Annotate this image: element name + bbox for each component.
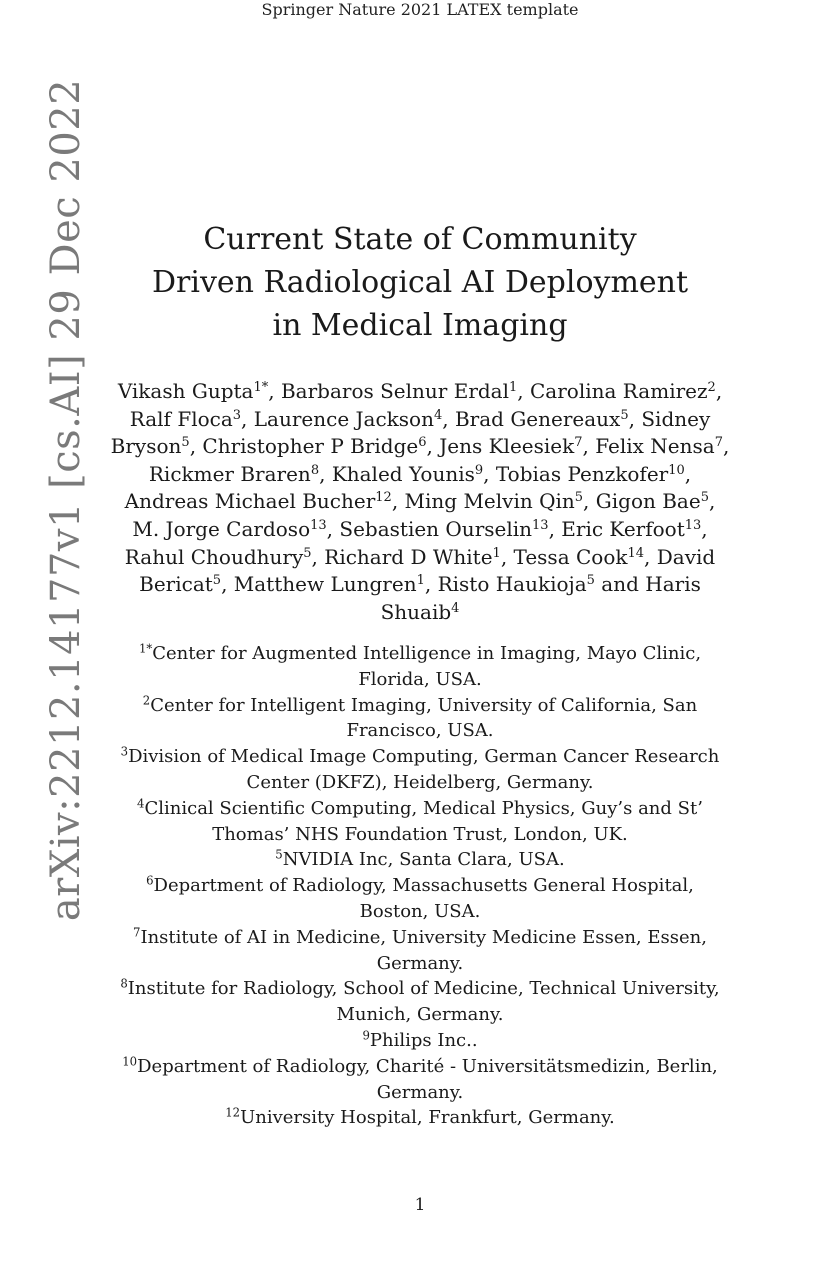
author-name: Eric Kerfoot [561, 516, 685, 541]
author-separator: , [326, 516, 340, 541]
author [595, 434, 723, 458]
author-affiliation-mark: 13 [532, 517, 549, 533]
page-number: 1 [414, 1195, 426, 1215]
author [132, 517, 326, 541]
author-affiliation-mark: 3 [232, 407, 242, 423]
affiliation-item [110, 796, 730, 848]
author-separator: , [391, 489, 405, 514]
author-affiliation-mark: 5 [212, 573, 222, 589]
author-name: Haris Shuaib [380, 572, 701, 624]
author-name: Vikash Gupta [117, 379, 254, 403]
author-affiliation-mark: 7 [574, 435, 583, 451]
author-name: Sidney Bryson [110, 406, 711, 459]
running-header: Springer Nature 2021 LATEX template [261, 0, 579, 19]
author [281, 379, 517, 403]
affiliation-list [110, 641, 730, 1131]
author-affiliation-mark: 1 [509, 379, 518, 395]
author-separator: , [189, 434, 203, 459]
author-affiliation-mark: 12 [375, 490, 392, 506]
author-name: Felix Nensa [595, 434, 715, 459]
affiliation-mark: 6 [146, 873, 154, 888]
author-separator: , [582, 434, 596, 459]
affiliation-text: Center for Augmented Intelligence in Imaging, Mayo Clinic, Florida, USA. [152, 643, 702, 690]
affiliation-text: Philips Inc.. [369, 1029, 478, 1051]
affiliation-text: Division of Medical Image Computing, German Cancer Research Center (DKFZ), Heidelberg, Germany. [128, 746, 720, 793]
author [561, 517, 701, 541]
author [439, 434, 582, 458]
author-affiliation-mark: 5 [620, 407, 629, 423]
author-separator: , [722, 434, 730, 459]
author-separator: , [268, 379, 281, 403]
author [596, 489, 709, 513]
arxiv-identifier: arXiv:2212.14177v1 [cs.AI] 29 Dec 2022 [43, 78, 89, 922]
author-name: Richard D White [324, 544, 493, 569]
author [324, 545, 501, 569]
author-separator: , [483, 461, 496, 486]
affiliation-item [110, 641, 730, 693]
author-separator: , [500, 544, 514, 569]
affiliation-item [110, 1028, 730, 1054]
author-name: M. Jorge Cardoso [132, 516, 311, 541]
author-affiliation-mark: 14 [627, 545, 645, 561]
author-separator: and [594, 572, 646, 597]
author-name: Risto Haukioja [437, 572, 587, 597]
author-name: Ralf Floca [129, 406, 233, 431]
author-affiliation-mark: 4 [451, 600, 460, 616]
author [405, 489, 584, 513]
author-affiliation-mark: 1 [492, 545, 501, 561]
affiliation-mark: 5 [275, 847, 283, 862]
author-name: Barbaros Selnur Erdal [280, 379, 509, 403]
author-affiliation-mark: 5 [303, 545, 312, 561]
affiliation-mark: 9 [362, 1028, 370, 1043]
affiliation-mark: 12 [225, 1105, 241, 1120]
author-name: David Bericat [139, 544, 716, 597]
affiliation-item [110, 744, 730, 796]
affiliation-mark: 4 [137, 796, 145, 811]
author-separator: , [221, 572, 234, 597]
affiliation-text: Institute of AI in Medicine, University Medicine Essen, Essen, Germany. [140, 926, 707, 974]
author-list [110, 378, 730, 626]
author-affiliation-mark: 13 [684, 517, 702, 533]
author [149, 462, 319, 486]
author-name: Laurence Jackson [253, 406, 434, 431]
affiliation-mark: 3 [120, 744, 129, 759]
author-separator: , [708, 489, 716, 514]
author-name: Khaled Younis [331, 461, 475, 486]
author-affiliation-mark: 9 [474, 462, 484, 478]
author-name: Andreas Michael Bucher [124, 489, 376, 514]
paper-title: Current State of Community Driven Radiological AI Deployment in Medical Imaging [151, 222, 689, 343]
affiliation-item [110, 1105, 730, 1131]
affiliation-text: University Hospital, Frankfurt, Germany. [240, 1107, 615, 1129]
author-separator: , [548, 516, 562, 541]
author-name: Rickmer Braren [148, 461, 311, 486]
affiliation-item [110, 873, 730, 925]
author-separator: , [628, 406, 642, 431]
author [254, 407, 443, 431]
author-name: Matthew Lungren [233, 572, 417, 597]
affiliation-text: Department of Radiology, Charité - Universitätsmedizin, Berlin, Germany. [137, 1055, 718, 1103]
author-separator: , [442, 406, 455, 431]
affiliation-mark: 2 [142, 693, 151, 708]
affiliation-mark: 7 [133, 925, 141, 940]
author-separator: , [715, 379, 723, 403]
author-affiliation-mark: 8 [310, 462, 320, 478]
affiliation-item [110, 847, 730, 873]
author-name: Jens Kleesiek [439, 434, 575, 459]
author [496, 462, 685, 486]
author-name: Ming Melvin Qin [404, 489, 575, 514]
affiliation-item [110, 976, 730, 1028]
affiliation-item [110, 925, 730, 977]
author-affiliation-mark: 7 [714, 435, 723, 451]
author [130, 407, 241, 431]
author-separator: , [684, 461, 692, 486]
author-name: Gigon Bae [595, 489, 701, 514]
author-name: Tessa Cook [513, 544, 628, 569]
author-affiliation-mark: 5 [700, 490, 709, 506]
author-affiliation-mark: 2 [707, 379, 716, 395]
author-separator: , [426, 434, 440, 459]
author [455, 407, 629, 431]
author [339, 517, 548, 541]
author-affiliation-mark: 4 [433, 407, 443, 423]
author-separator: , [583, 489, 596, 514]
author-name: Tobias Penzkofer [495, 461, 669, 486]
author-name: Rahul Choudhury [124, 544, 304, 569]
author [332, 462, 483, 486]
affiliation-text: Clinical Scientific Computing, Medical Physics, Guy’s and St’ Thomas’ NHS Foundation Trust, London, UK. [144, 797, 703, 845]
affiliation-mark: 1* [138, 641, 153, 656]
author-name: Christopher P Bridge [202, 434, 419, 459]
affiliation-text: NVIDIA Inc, Santa Clara, USA. [282, 849, 565, 871]
affiliation-mark: 8 [120, 976, 128, 991]
affiliation-item [110, 693, 730, 745]
author-affiliation-mark: 5 [574, 490, 584, 506]
author [125, 489, 392, 513]
author-name: Sebastien Ourselin [339, 516, 533, 541]
author-separator: , [311, 544, 325, 569]
author-name: Brad Genereaux [454, 406, 621, 431]
author-separator: , [701, 516, 708, 541]
author [514, 545, 644, 569]
author [438, 572, 595, 596]
author [118, 379, 268, 403]
author-separator: , [644, 544, 657, 569]
author-separator: , [241, 406, 254, 431]
author-affiliation-mark: 13 [310, 517, 327, 533]
author-affiliation-mark: 10 [668, 462, 685, 478]
author-affiliation-mark: 1* [253, 379, 269, 395]
affiliation-text: Center for Intelligent Imaging, University of California, San Francisco, USA. [150, 694, 698, 742]
author-separator: , [319, 461, 332, 486]
author-affiliation-mark: 5 [586, 573, 595, 589]
affiliation-text: Department of Radiology, Massachusetts General Hospital, Boston, USA. [153, 875, 694, 922]
author-affiliation-mark: 1 [416, 573, 425, 589]
affiliation-text: Institute for Radiology, School of Medicine, Technical University, Munich, Germany. [127, 978, 720, 1026]
affiliation-item [110, 1054, 730, 1106]
author [234, 572, 425, 596]
author [202, 434, 426, 458]
author-affiliation-mark: 5 [181, 435, 190, 451]
author-separator: , [517, 379, 530, 403]
author-name: Carolina Ramirez [530, 379, 708, 403]
author-affiliation-mark: 6 [418, 435, 427, 451]
author [530, 379, 716, 403]
author-separator: , [424, 572, 438, 597]
author [125, 545, 312, 569]
affiliation-mark: 10 [122, 1054, 138, 1069]
